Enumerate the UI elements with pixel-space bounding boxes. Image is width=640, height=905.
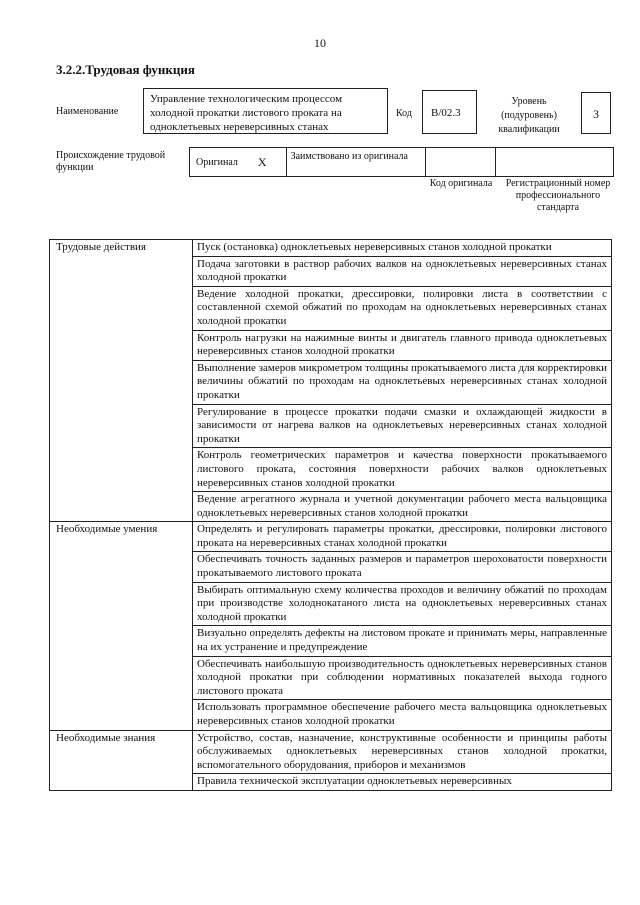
function-name: Управление технологическим процессом холодной прокатки листового проката на одноклетьевых нереверсивных станах xyxy=(143,88,388,134)
reg-number-cell xyxy=(496,148,613,176)
table-row xyxy=(50,730,612,774)
original-mark: X xyxy=(257,154,267,169)
list-item: Устройство, состав, назначение, конструктивные особенности и принципы работы обслуживаемых одноклетьевых нереверсивных станов холодной прокатки, вспомогательного оборудования, приборов и механизмов xyxy=(193,730,612,774)
table-row xyxy=(50,522,612,552)
list-item: Использовать программное обеспечение рабочего места вальцовщика одноклетьевых нереверсивных станов холодной прокатки xyxy=(193,700,612,730)
borrowed-cell: Заимствовано из оригинала xyxy=(287,148,426,176)
list-item: Выбирать оптимальную схему количества проходов и величину обжатий по проходам при производстве холоднокатаного листа на одноклетьевых нереверсивных станах холодной прокатки xyxy=(193,582,612,626)
list-item: Визуально определять дефекты на листовом прокате и принимать меры, направленные на их устранение и предупреждение xyxy=(193,626,612,656)
page-number: 10 xyxy=(314,36,326,50)
labor-function-table xyxy=(49,239,612,791)
list-item: Ведение холодной прокатки, дрессировки, полировки листа в соответствии с составленной схемой обжатий по проходам на одноклетьевых нереверсивных станах холодной прокатки xyxy=(193,286,612,330)
code-value: B/02.3 xyxy=(422,90,477,134)
name-label: Наименование xyxy=(56,106,119,117)
list-item: Правила технической эксплуатации одноклетьевых нереверсивных xyxy=(193,774,612,791)
level-label: Уровень (подуровень) квалификации xyxy=(498,96,560,135)
list-item: Определять и регулировать параметры прокатки, дрессировки, полировки листового проката на нереверсивных станах холодной прокатки xyxy=(193,522,612,552)
list-item: Подача заготовки в раствор рабочих валков на одноклетьевых нереверсивных станах холодной прокатки xyxy=(193,256,612,286)
reg-number-label: Регистрационный номер профессионального стандарта xyxy=(505,178,611,213)
origin-label: Происхождение трудовой функции xyxy=(56,150,166,173)
original-label: Оригинал xyxy=(196,156,238,168)
list-item: Ведение агрегатного журнала и учетной документации рабочего места вальцовщика одноклетьевых нереверсивных станов холодной прокатки xyxy=(193,492,612,522)
list-item: Контроль геометрических параметров и качества поверхности прокатываемого листового проката, состояния поверхности рабочих валков одноклетьевых нереверсивных станов холодной прокатки xyxy=(193,448,612,492)
original-cell xyxy=(190,148,287,176)
list-item: Обеспечивать точность заданных размеров и параметров шероховатости поверхности прокатываемого листового проката xyxy=(193,552,612,582)
list-item: Пуск (остановка) одноклетьевых нереверсивных станов холодной прокатки xyxy=(193,240,612,257)
code-label: Код xyxy=(396,108,412,119)
level-value: 3 xyxy=(581,92,611,134)
list-item: Обеспечивать наибольшую производительность одноклетьевых нереверсивных станов холодной прокатки при соблюдении нормативных показателей выхода годного листового проката xyxy=(193,656,612,700)
list-item: Контроль нагрузки на нажимные винты и двигатель главного привода одноклетьевых нереверсивных станов холодной прокатки xyxy=(193,330,612,360)
section-category: Необходимые умения xyxy=(50,522,193,730)
origin-row xyxy=(189,147,614,177)
section-category: Трудовые действия xyxy=(50,240,193,522)
table-row xyxy=(50,240,612,257)
list-item: Регулирование в процессе прокатки подачи смазки и охлаждающей жидкости в зависимости от нагрева валков на одноклетьевых нереверсивных станах холодной прокатки xyxy=(193,404,612,448)
section-category: Необходимые знания xyxy=(50,730,193,790)
code-original-cell xyxy=(426,148,496,176)
code-original-label: Код оригинала xyxy=(429,178,493,189)
list-item: Выполнение замеров микрометром толщины прокатываемого листа для корректировки величины обжатий по проходам на одноклетьевых нереверсивных станах холодной прокатки xyxy=(193,360,612,404)
section-title: 3.2.2.Трудовая функция xyxy=(56,62,195,77)
